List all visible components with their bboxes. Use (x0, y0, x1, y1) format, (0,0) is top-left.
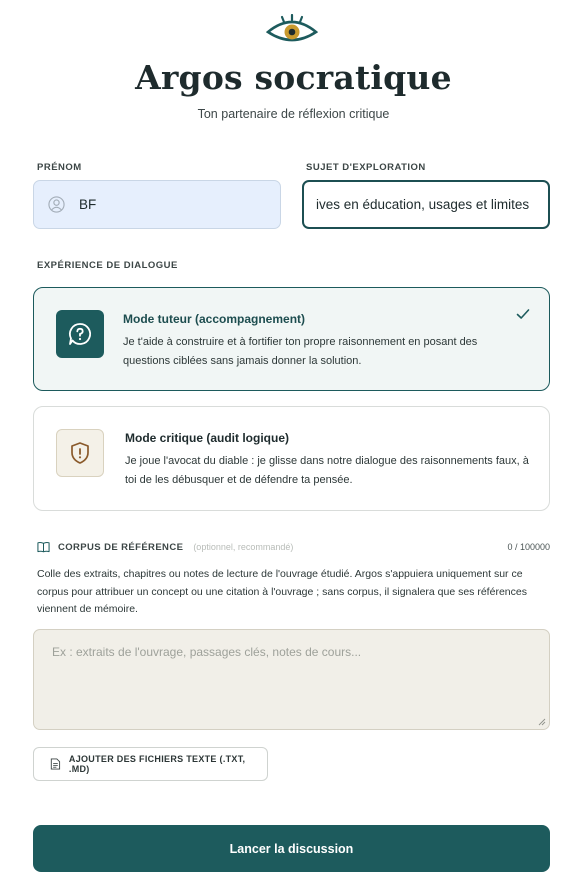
corpus-textarea[interactable] (33, 629, 550, 730)
mode-critic-card[interactable] (33, 406, 550, 511)
corpus-optional-note: (optionnel, recommandé) (193, 542, 294, 552)
mode-critic-title: Mode critique (audit logique) (125, 431, 289, 445)
add-text-files-button[interactable] (33, 747, 268, 781)
add-files-label: AJOUTER DES FICHIERS TEXTE (.TXT, .MD) (68, 754, 246, 774)
topic-label: SUJET D'EXPLORATION (306, 162, 426, 173)
mode-tutor-card[interactable] (33, 287, 550, 391)
mode-critic-description: Je joue l'avocat du diable : je glisse dans notre dialogue des raisonnements faux, à toi de les débusquer et de défendre ta pensée. (125, 455, 529, 486)
user-avatar-icon (48, 196, 65, 213)
name-label: PRÉNOM (37, 162, 82, 173)
topic-value: ives en éducation, usages et limites (316, 197, 530, 212)
launch-discussion-button[interactable]: Lancer la discussion (33, 825, 550, 872)
mode-tutor-title: Mode tuteur (accompagnement) (123, 312, 306, 326)
corpus-placeholder: Ex : extraits de l'ouvrage, passages clés, notes de cours... (52, 645, 362, 659)
eye-icon (266, 14, 318, 46)
book-icon (37, 541, 50, 553)
check-icon (515, 306, 531, 322)
question-bubble-icon (56, 310, 104, 358)
app-title: Argos socratique (135, 58, 452, 97)
name-value: BF (79, 197, 97, 212)
corpus-char-counter: 0 / 100000 (507, 542, 550, 552)
resize-handle-icon[interactable] (538, 718, 546, 726)
dialogue-section-label: EXPÉRIENCE DE DIALOGUE (37, 260, 178, 271)
app-subtitle: Ton partenaire de réflexion critique (197, 107, 390, 121)
name-field[interactable] (33, 180, 281, 229)
shield-alert-icon (56, 429, 104, 477)
corpus-header (37, 541, 293, 553)
mode-tutor-description: Je t'aide à construire et à fortifier ton propre raisonnement en posant des questions ciblées sans jamais donner la solution. (123, 336, 478, 367)
corpus-title: CORPUS DE RÉFÉRENCE (58, 541, 184, 553)
corpus-description: Colle des extraits, chapitres ou notes de lecture de l'ouvrage étudié. Argos s'appuiera uniquement sur ce corpus pour attribuer un concept ou une citation à l'ouvrage ; sans corpus, il signalera que ses références viennent de mémoire. (37, 568, 527, 615)
topic-input[interactable] (302, 180, 550, 229)
document-icon (50, 758, 61, 770)
